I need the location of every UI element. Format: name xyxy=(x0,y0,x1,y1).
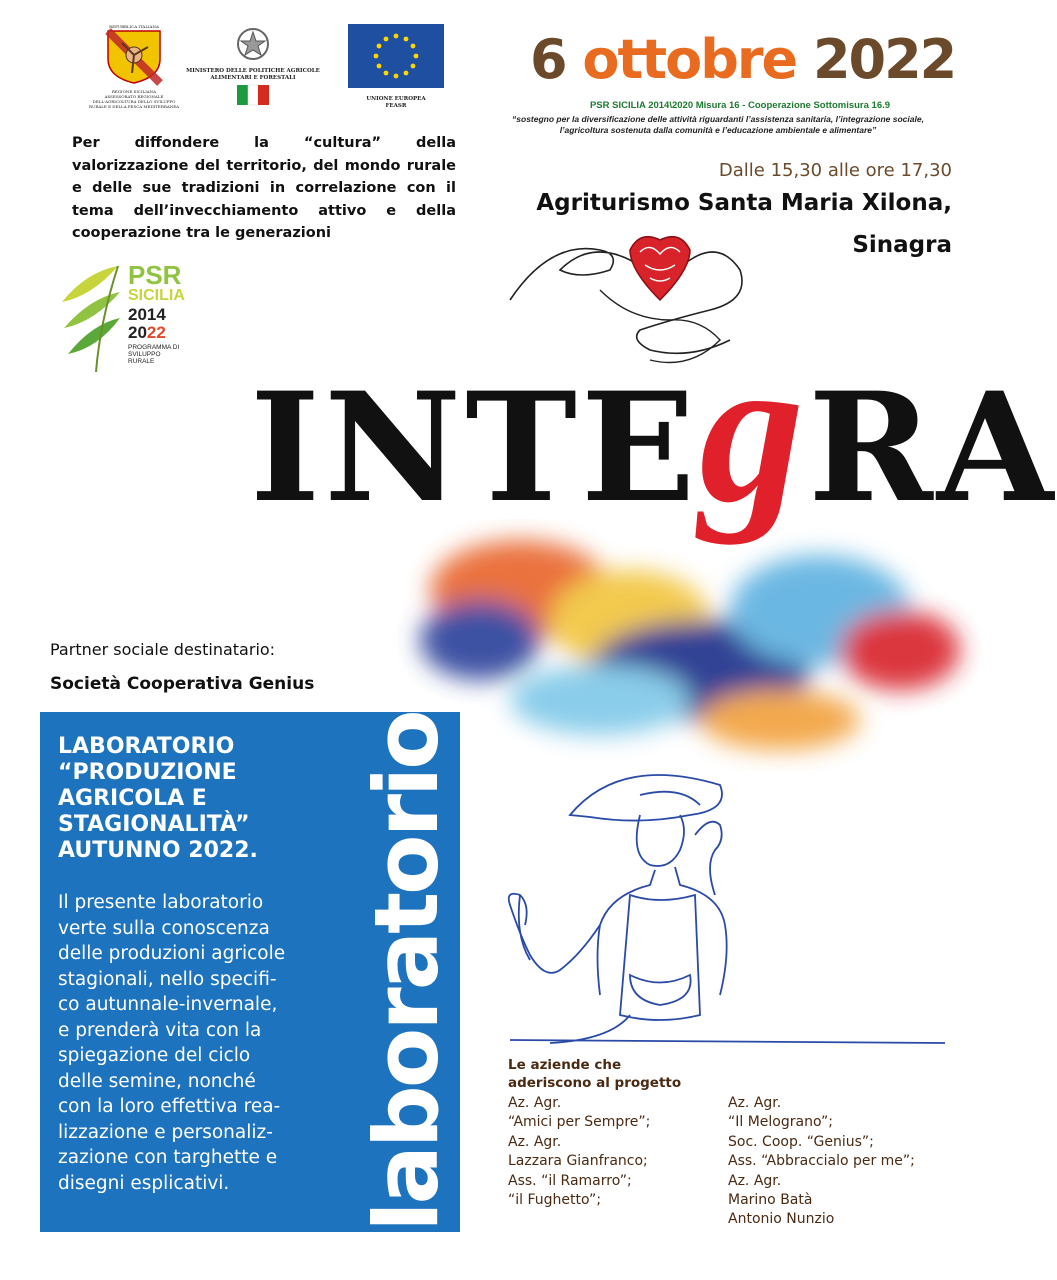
list-item: Az. Agr. xyxy=(728,1172,782,1189)
psr-description: “sostegno per la diversificazione delle attività riguardanti l’assistenza sanitaria, l’integrazione sociale, l’agricoltura sostenuta dalla comunità e l’educazione ambientale e alimentare” xyxy=(512,114,924,135)
psr-logo-year2 xyxy=(128,324,166,342)
list-item: Lazzara Gianfranco; xyxy=(508,1153,648,1170)
list-item: “il Fughetto”; xyxy=(508,1192,602,1209)
laboratorio-vertical-word: laboratorio xyxy=(355,712,458,1232)
list-item: Ass. “Abbraccialo per me”; xyxy=(728,1153,915,1170)
aziende-list-col1 xyxy=(508,1094,728,1210)
eu-logo xyxy=(348,24,444,114)
title-line: LABORATORIO xyxy=(58,734,235,759)
psr-logo-sicilia: SICILIA xyxy=(128,287,185,304)
regione-siciliana-logo xyxy=(88,24,180,124)
date-year: 2022 xyxy=(812,28,956,91)
body-line: stagionali, nello specifi- xyxy=(58,968,277,990)
body-line: Il presente laboratorio xyxy=(58,892,264,913)
body-line: con la loro effettiva rea- xyxy=(58,1096,281,1117)
list-item: Az. Agr. xyxy=(508,1133,562,1150)
body-line: lizzazione e personaliz- xyxy=(58,1121,273,1143)
intro-paragraph: Per diffondere la “cultura” della valorizzazione del territorio, del mondo rurale e delle sue tradizioni in correlazione con il tema dell’invecchiamento attivo e della cooperazione tra le generazioni xyxy=(72,135,456,241)
date-month: ottobre xyxy=(582,28,797,91)
trinacria-shield-icon xyxy=(104,29,164,85)
farmer-line-art-illustration xyxy=(490,755,950,1055)
title-g: g xyxy=(699,314,809,546)
event-date xyxy=(530,28,956,92)
body-line: delle semine, nonché xyxy=(58,1070,256,1092)
aziende-list-col2 xyxy=(728,1094,968,1230)
partner-label: Partner sociale destinatario: xyxy=(50,640,276,659)
body-line: e prenderà vita con la xyxy=(58,1019,262,1041)
event-time: Dalle 15,30 alle ore 17,30 xyxy=(718,160,952,181)
title-line: STAGIONALITÀ” xyxy=(58,812,250,837)
feasr-label: FEASR xyxy=(385,103,407,109)
integra-title xyxy=(250,314,1057,546)
regione-bottom-label: ASSESSORATO REGIONALE DELL'AGRICOLTURA DELLO SVILUPPO RURALE E DELLA PESCA MEDITERRANEA xyxy=(88,94,180,109)
body-line: co autunnale-invernale, xyxy=(58,994,278,1015)
psr-measure-line: PSR SICILIA 2014\2020 Misura 16 - Cooperazione Sottomisura 16.9 xyxy=(589,100,891,111)
list-item: Ass. “il Ramarro”; xyxy=(508,1172,632,1189)
aziende-heading xyxy=(508,1056,708,1092)
title-part-1: INTE xyxy=(250,360,700,536)
body-line: zazione con targhette e xyxy=(58,1147,278,1168)
psr-logo-year1: 2014 xyxy=(128,305,166,324)
psr-sicilia-logo xyxy=(56,262,196,378)
psr-logo-psr: PSR xyxy=(128,260,182,290)
list-item: Az. Agr. xyxy=(508,1095,562,1111)
body-line: verte sulla conoscenza xyxy=(58,917,270,939)
italian-emblem-icon xyxy=(233,24,273,64)
psr-logo-year2-b: 22 xyxy=(146,323,166,342)
ministero-label: MINISTERO DELLE POLITICHE AGRICOLE ALIMENTARI E FORESTALI xyxy=(186,68,320,81)
title-line: AGRICOLA E xyxy=(58,786,207,811)
wheat-leaves-icon xyxy=(56,262,126,378)
regione-top-label: REPUBBLICA ITALIANA xyxy=(109,24,159,29)
list-item: Az. Agr. xyxy=(728,1095,782,1111)
partner-name: Società Cooperativa Genius xyxy=(50,674,315,694)
aziende-heading-line: aderiscono al progetto xyxy=(508,1075,682,1091)
list-item: “Amici per Sempre”; xyxy=(508,1114,651,1131)
italian-flag-icon xyxy=(237,85,269,105)
date-day: 6 xyxy=(530,28,566,91)
psr-logo-program: PROGRAMMA DI SVILUPPO RURALE xyxy=(128,344,180,365)
title-line: “PRODUZIONE xyxy=(58,760,237,785)
title-part-2: RA xyxy=(808,360,1057,536)
psr-logo-year2-a: 20 xyxy=(128,323,147,342)
ministero-logo xyxy=(186,24,320,114)
title-line: AUTUNNO 2022. xyxy=(58,838,258,863)
venue-line-2: Sinagra xyxy=(852,232,952,258)
aziende-heading-line: Le aziende che xyxy=(508,1057,622,1073)
laboratorio-box xyxy=(40,712,460,1232)
list-item: Marino Batà xyxy=(728,1192,813,1209)
regione-mid-label: REGIONE SICILIANA xyxy=(111,89,157,94)
laboratorio-description xyxy=(58,890,368,1196)
list-item: “Il Melograno”; xyxy=(728,1114,833,1131)
eu-flag-icon xyxy=(348,24,444,88)
eu-label: UNIONE EUROPEA xyxy=(366,96,426,102)
body-line: spiegazione del ciclo xyxy=(58,1045,251,1066)
integra-title-wrap xyxy=(250,314,1057,546)
body-line: disegni esplicativi. xyxy=(58,1172,230,1194)
list-item: Antonio Nunzio xyxy=(728,1211,835,1228)
list-item: Soc. Coop. “Genius”; xyxy=(728,1133,874,1150)
venue-line-1: Agriturismo Santa Maria Xilona, xyxy=(536,190,952,216)
body-line: delle produzioni agricole xyxy=(58,943,286,964)
laboratorio-title xyxy=(58,734,358,864)
